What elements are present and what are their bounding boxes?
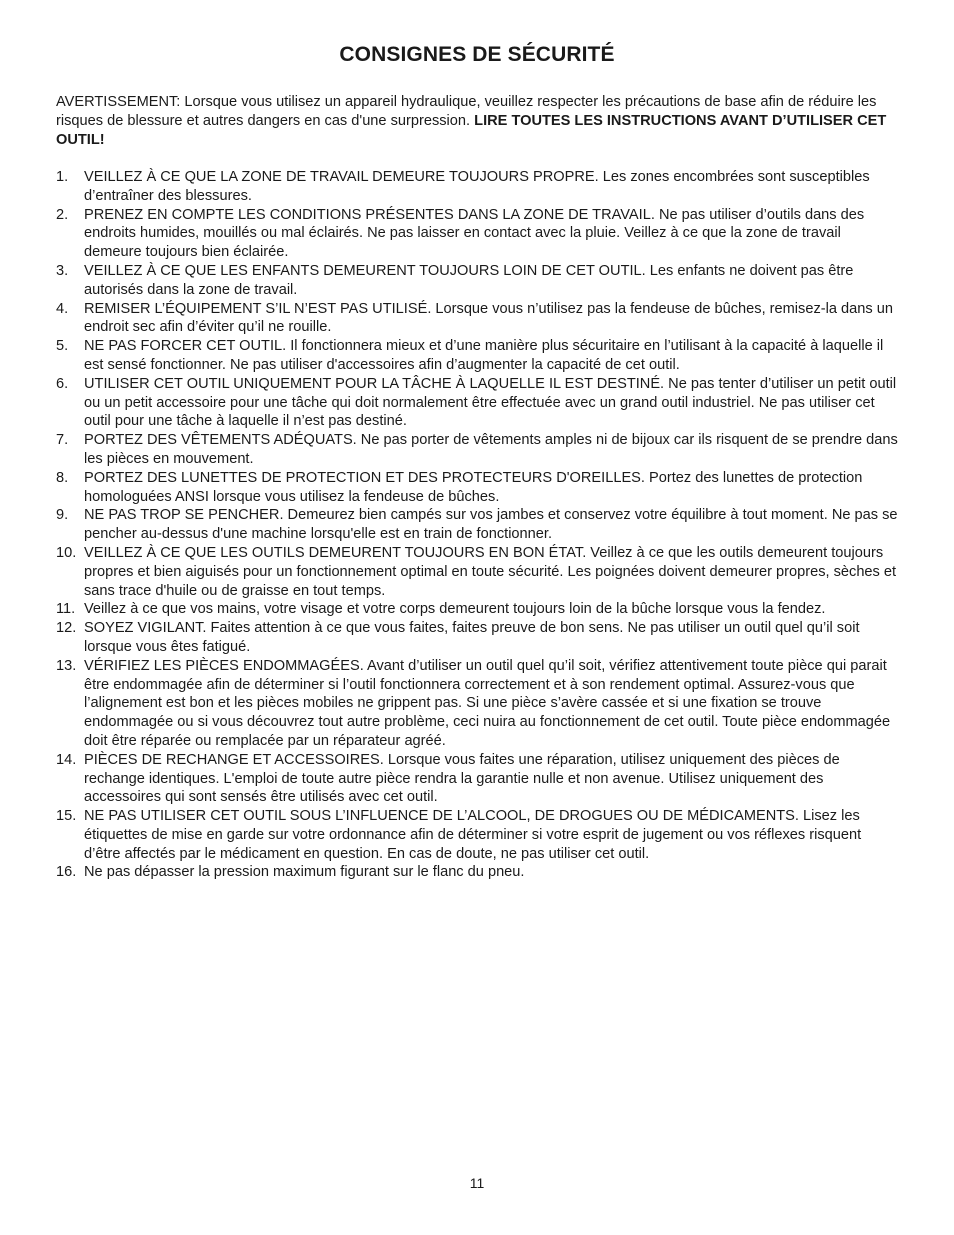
list-item-number: 6.: [56, 375, 69, 392]
list-item: [56, 600, 901, 619]
list-item-number: 10.: [56, 544, 77, 561]
list-item-text: SOYEZ VIGILANT. Faites attention à ce que vous faites, faites preuve de bon sens. Ne pas utiliser un outil quel qu’il soit lorsque vous êtes fatigué.: [84, 620, 860, 655]
page-title: CONSIGNES DE SÉCURITÉ: [339, 43, 615, 66]
list-item-number: 9.: [56, 507, 69, 524]
list-item-text: Ne pas dépasser la pression maximum figurant sur le flanc du pneu.: [84, 864, 525, 881]
list-item-text: VEILLEZ À CE QUE LA ZONE DE TRAVAIL DEMEURE TOUJOURS PROPRE. Les zones encombrées sont susceptibles d’entraîner des blessures.: [84, 169, 870, 204]
list-item-number: 7.: [56, 432, 69, 449]
list-item-text: PRENEZ EN COMPTE LES CONDITIONS PRÉSENTES DANS LA ZONE DE TRAVAIL. Ne pas utiliser d’outils dans des endroits humides, mouillés ou mal éclairés. Ne pas laisser en contact avec la pluie. Veillez à ce que la zone de travail demeure toujours bien éclairée.: [84, 206, 865, 261]
list-item: [56, 300, 901, 338]
list-item-number: 1.: [56, 169, 69, 185]
list-item: [56, 469, 901, 507]
list-item-text: UTILISER CET OUTIL UNIQUEMENT POUR LA TÂCHE À LAQUELLE IL EST DESTINÉ. Ne pas tenter d’utiliser un petit outil ou un petit accessoire pour une tâche qui doit normalement être effectuée avec un grand outil industriel. Ne pas utiliser cet outil pour une tâche à laquelle il n’est pas destiné.: [84, 375, 897, 430]
list-item-number: 16.: [56, 864, 77, 881]
list-item-text: VEILLEZ À CE QUE LES OUTILS DEMEURENT TOUJOURS EN BON ÉTAT. Veillez à ce que les outils demeurent toujours propres et bien aiguisés pour un fonctionnement optimal en toute sécurité. Les poignées doivent demeurer propres, sèches et sans trace d'huile ou de graisse en tout temps.: [84, 544, 897, 599]
list-item: [56, 206, 901, 262]
warning-intro-text: AVERTISSEMENT: Lorsque vous utilisez un appareil hydraulique, veuillez respecter les précautions de base afin de réduire les risques de blessure et autres dangers en cas d'une surpression.: [56, 94, 877, 129]
list-item: [56, 375, 901, 431]
list-item-text: PORTEZ DES VÊTEMENTS ADÉQUATS. Ne pas porter de vêtements amples ni de bijoux car ils risquent de se prendre dans les pièces en mouvement.: [84, 432, 898, 467]
list-item: [56, 751, 901, 807]
warning-intro-emphasis: LIRE TOUTES LES INSTRUCTIONS AVANT D’UTILISER CET OUTIL!: [56, 112, 887, 148]
list-item: [56, 657, 901, 751]
list-item: [56, 619, 901, 657]
list-item-text: REMISER L’ÉQUIPEMENT S’IL N’EST PAS UTILISÉ. Lorsque vous n’utilisez pas la fendeuse de bûches, remisez-la dans un endroit sec afin d’éviter qu’il ne rouille.: [84, 300, 893, 336]
list-item-text: PORTEZ DES LUNETTES DE PROTECTION ET DES PROTECTEURS D'OREILLES. Portez des lunettes de protection homologuées ANSI lorsque vous utilisez la fendeuse de bûches.: [84, 469, 863, 505]
page-number: 11: [469, 1175, 485, 1191]
list-item-number: 15.: [56, 808, 77, 825]
list-item-text: NE PAS TROP SE PENCHER. Demeurez bien campés sur vos jambes et conservez votre équilibre à tout moment. Ne pas se pencher au-dessus d'une machine lorsqu'elle est en train de fonctionner.: [84, 507, 898, 543]
list-item-text: VÉRIFIEZ LES PIÈCES ENDOMMAGÉES. Avant d’utiliser un outil quel qu’il soit, vérifiez attentivement toute pièce qui parait être endommagée afin de déterminer si l’outil fonctionnera correctement et à son rendement optimal. Assurez-vous que l’alignement est bon et les pièces mobiles ne grippent pas. Si une pièce s’avère cassée et si une fixation se trouve endommagée ou si vous découvrez tout autre problème, ceci nuira au fonctionnement de cet outil. Toute pièce endommagée doit être réparée ou remplacée par un réparateur agréé.: [84, 657, 891, 749]
list-item: [56, 337, 901, 375]
list-item-text: VEILLEZ À CE QUE LES ENFANTS DEMEURENT TOUJOURS LOIN DE CET OUTIL. Les enfants ne doivent pas être autorisés dans la zone de travail.: [84, 262, 854, 298]
list-item: [56, 262, 901, 300]
list-item: [56, 544, 901, 600]
list-item-number: 13.: [56, 657, 77, 674]
warning-intro: [56, 93, 901, 149]
list-item: [56, 168, 901, 206]
list-item-number: 11.: [56, 601, 76, 618]
list-item-number: 14.: [56, 751, 77, 768]
list-item-number: 5.: [56, 338, 69, 355]
list-item: [56, 431, 901, 469]
list-item: [56, 506, 901, 544]
list-item: [56, 807, 901, 863]
list-item-number: 4.: [56, 300, 69, 317]
list-item-number: 8.: [56, 469, 69, 486]
list-item-text: NE PAS FORCER CET OUTIL. Il fonctionnera mieux et d’une manière plus sécuritaire en l’utilisant à la capacité à laquelle il est sensé fonctionner. Ne pas utiliser d'accessoires afin d’augmenter la capacité de cet outil.: [84, 338, 884, 373]
list-item-text: NE PAS UTILISER CET OUTIL SOUS L’INFLUENCE DE L’ALCOOL, DE DROGUES OU DE MÉDICAMENTS. Lisez les étiquettes de mise en garde sur votre ordonnance afin de déterminer si votre esprit de jugement ou vos réflexes risquent d’être affectés par le médicament en question. En cas de doute, ne pas utiliser cet outil.: [84, 808, 862, 862]
list-item-number: 3.: [56, 262, 69, 279]
list-item: [56, 863, 901, 882]
list-item-number: 12.: [56, 620, 77, 637]
list-item-text: Veillez à ce que vos mains, votre visage et votre corps demeurent toujours loin de la bûche lorsque vous la fendez.: [84, 601, 826, 618]
list-item-text: PIÈCES DE RECHANGE ET ACCESSOIRES. Lorsque vous faites une réparation, utilisez uniquement des pièces de rechange identiques. L'emploi de toute autre pièce rendra la garantie nulle et non avenue. Utilisez uniquement des accessoires qui sont sensés être utilisés avec cet outil.: [84, 751, 840, 806]
safety-rules-list: [56, 168, 901, 882]
list-item-number: 2.: [56, 206, 69, 223]
